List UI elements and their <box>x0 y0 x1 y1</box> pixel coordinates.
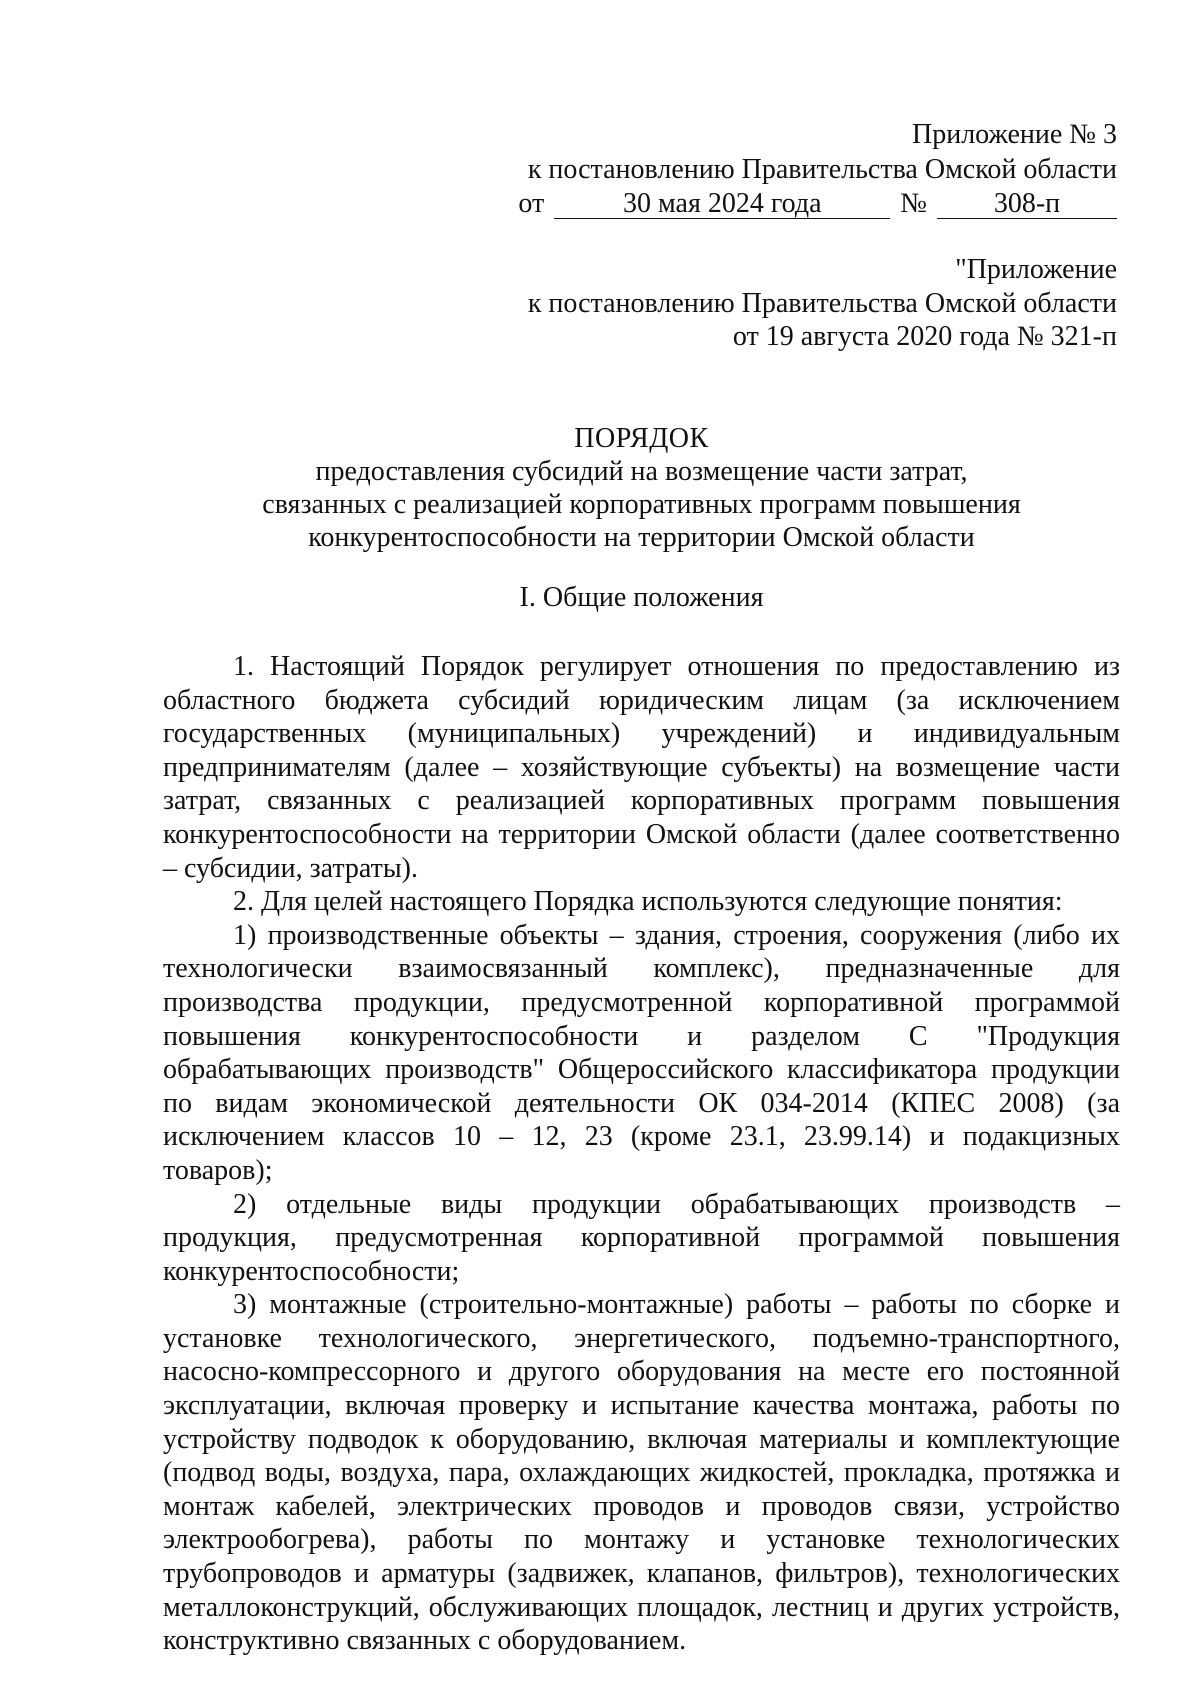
paragraph-3: 1) производственные объекты – здания, строения, сооружения (либо их технологически взаимосвязанный комплекс), предназначенные для производства продукции, предусмотренной корпоративной программой повышения конкурентоспособности и разделом C "Продукция обрабатывающих производств" Общероссийского классификатора продукции по видам экономической деятельности ОК 034-2014 (КПЕС 2008) (за исключением классов 10 – 12, 23 (кроме 23.1, 23.99.14) и подакцизных товаров); <box>163 919 1120 1186</box>
attachment-date-line <box>497 187 1117 222</box>
title-line-1: предоставления субсидий на возмещение части затрат, <box>315 456 968 487</box>
resolution-date: 30 мая 2024 года <box>554 190 890 219</box>
number-label: № <box>900 188 927 219</box>
title-line-2: связанных с реализацией корпоративных программ повышения <box>262 489 1021 520</box>
attachment-resolution: к постановлению Правительства Омской области <box>527 153 1117 185</box>
original-attachment-title: "Приложение <box>955 254 1117 285</box>
attachment-title: Приложение № 3 <box>912 119 1117 150</box>
paragraph-1: 1. Настоящий Порядок регулирует отношения по предоставлению из областного бюджета субсидий юридическим лицам (за исключением государственных (муниципальных) учреждений) и индивидуальным предпринимателям (далее – хозяйствующие субъекты) на возмещение части затрат, связанных с реализацией корпоративных программ повышения конкурентоспособности на территории Омской области (далее соответственно – субсидии, затраты). <box>163 651 1120 884</box>
original-attachment-header <box>497 253 1117 354</box>
original-attachment-date: от 19 августа 2020 года № 321-п <box>732 321 1117 352</box>
original-attachment-resolution: к постановлению Правительства Омской области <box>527 287 1117 319</box>
paragraph-5: 3) монтажные (строительно-монтажные) работы – работы по сборке и установке технологического, энергетического, подъемно-транспортного, насосно-компрессорного и другого оборудования на месте его постоянной эксплуатации, включая проверку и испытание качества монтажа, работы по устройству подводок к оборудованию, включая материалы и комплектующие (подвод воды, воздуха, пара, охлаждающих жидкостей, прокладка, протяжка и монтаж кабелей, электрических проводов и проводов связи, устройство электрообогрева), работы по монтажу и установке технологических трубопроводов и арматуры (задвижек, клапанов, фильтров), технологических металлоконструкций, обслуживающих площадок, лестниц и других устройств, конструктивно связанных с оборудованием. <box>163 1289 1120 1657</box>
paragraph-4: 2) отдельные виды продукции обрабатывающих производств – продукция, предусмотренная корпоративной программой повышения конкурентоспособности; <box>163 1188 1120 1287</box>
attachment-header <box>497 118 1117 222</box>
from-label: от <box>518 188 545 219</box>
document-title <box>163 422 1120 554</box>
paragraph-2: 2. Для целей настоящего Порядка используются следующие понятия: <box>233 886 1063 918</box>
title-line-3: конкурентоспособности на территории Омской области <box>308 522 975 553</box>
section-heading: I. Общие положения <box>519 582 764 613</box>
resolution-number: 308-п <box>937 190 1117 219</box>
title-main: ПОРЯДОК <box>574 423 709 454</box>
document-body <box>163 650 1120 1658</box>
